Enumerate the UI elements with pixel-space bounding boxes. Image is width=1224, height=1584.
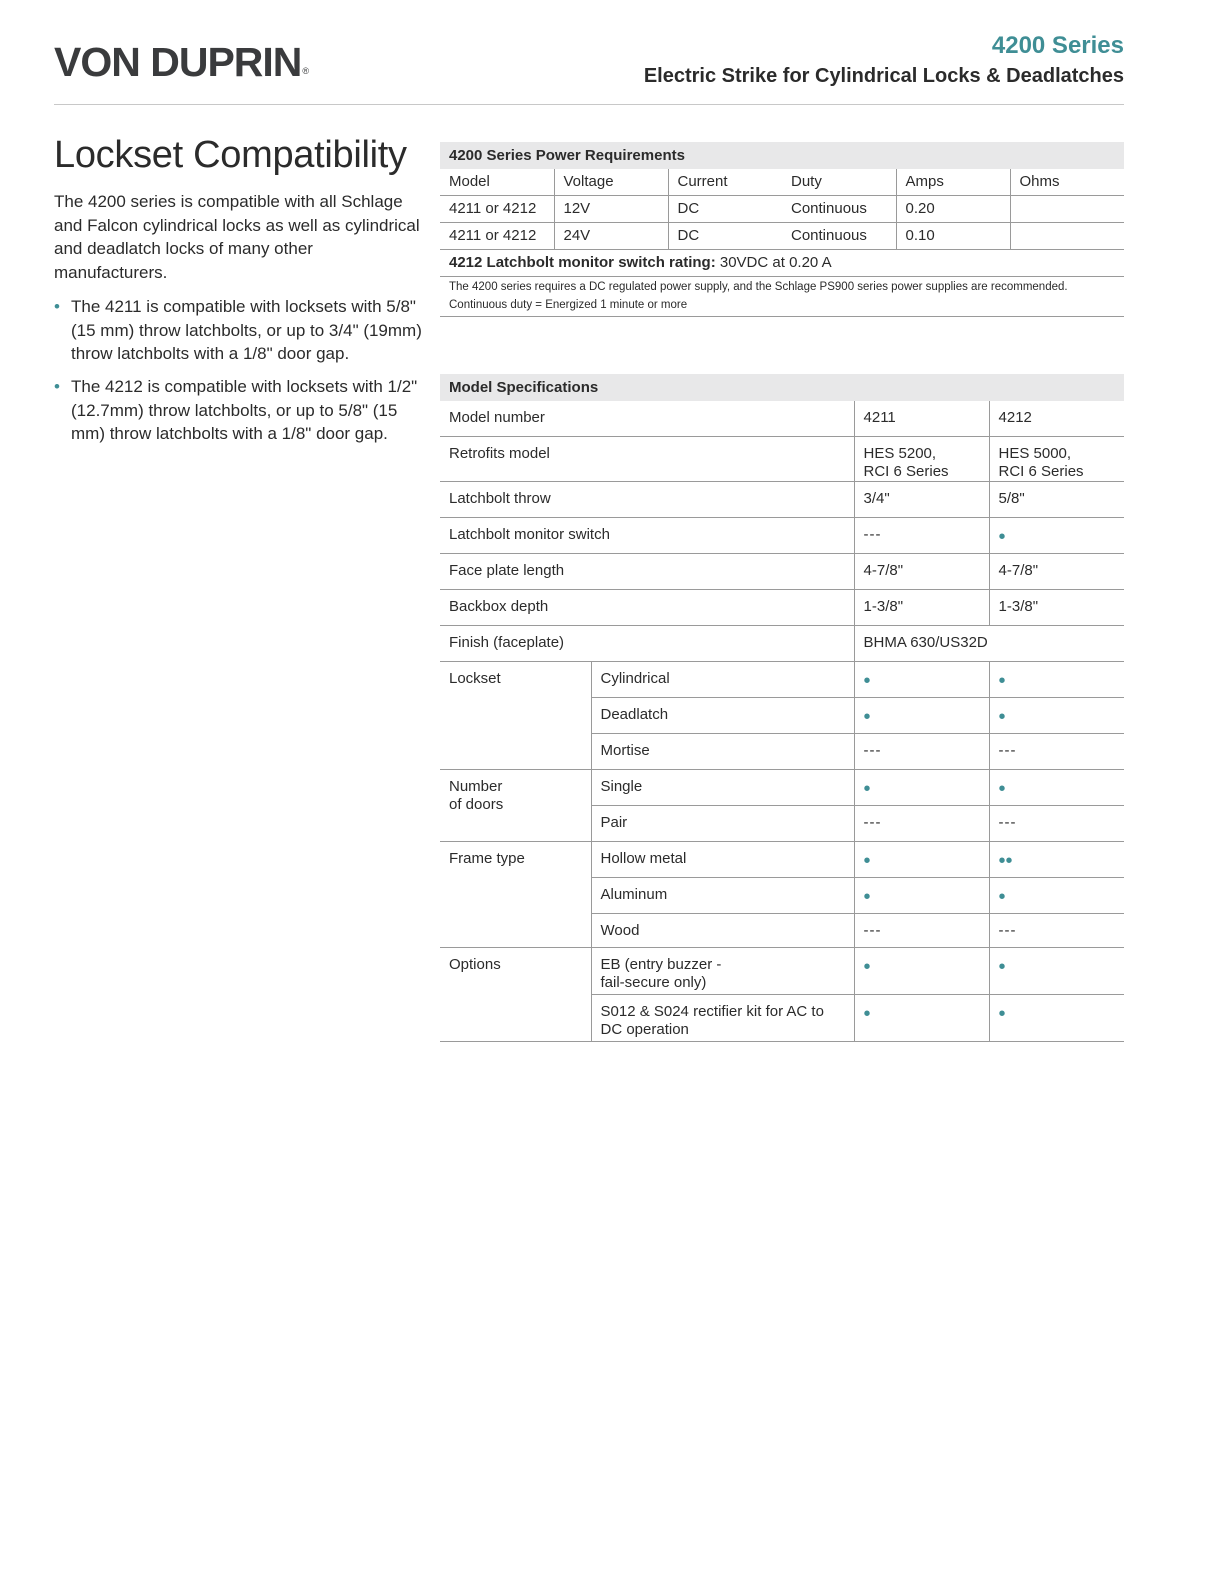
table-row (440, 482, 1124, 518)
table-header-row (440, 169, 1124, 196)
spec-label: Backbox depth (440, 590, 854, 626)
included-dot-icon: • (998, 1003, 1006, 1025)
model-4212-cell (989, 842, 1124, 878)
model-4211-cell (854, 995, 989, 1042)
table-cell: 4211 or 4212 (440, 196, 554, 223)
model-4211-cell (854, 878, 989, 914)
model-4212-cell (989, 401, 1124, 437)
cell-value: 4212 (998, 409, 1032, 426)
model-4212-cell (989, 698, 1124, 734)
included-dot-icon: • (998, 706, 1006, 728)
table-row (440, 401, 1124, 437)
product-subtitle: Electric Strike for Cylindrical Locks & Deadlatches (643, 65, 1124, 87)
series-title: 4200 Series (991, 32, 1124, 59)
table-title: 4200 Series Power Requirements (440, 142, 1124, 169)
included-dot-icon: • (863, 956, 871, 978)
spec-label: Finish (faceplate) (440, 626, 854, 662)
cell-value: 5/8" (998, 490, 1025, 507)
cell-value: 4-7/8" (998, 562, 1039, 579)
bullet-icon: • (54, 296, 60, 316)
model-4211-cell (854, 518, 989, 554)
table-cell: Continuous (782, 223, 896, 250)
model-4211-cell (854, 662, 989, 698)
included-dot-icon: • (863, 778, 871, 800)
included-dot-icon: • (998, 670, 1006, 692)
included-dot-icon: • (863, 706, 871, 728)
table-row (440, 948, 1124, 995)
spec-label: Model number (440, 401, 854, 437)
power-notes (440, 277, 1124, 317)
logo-text: VON DUPRIN (54, 39, 302, 85)
model-4212-cell (989, 914, 1124, 948)
spec-label: Retrofits model (440, 437, 854, 482)
column-header: Current (668, 169, 782, 196)
list-item-text: The 4212 is compatible with locksets with 1/2" (12.7mm) throw latchbolts, or up to 5/8" (15 mm) throw latchbolts with a 1/8" door gap. (71, 376, 418, 444)
model-4211-cell (854, 482, 989, 518)
specs-table (440, 401, 1124, 1042)
model-4212-cell (989, 482, 1124, 518)
not-available-dash: --- (863, 742, 882, 759)
rating-value: 30VDC at 0.20 A (715, 254, 832, 271)
spec-group-label: Options (440, 948, 591, 1042)
included-dot-icon: •• (998, 850, 1013, 872)
model-4212-cell (989, 662, 1124, 698)
model-4211-cell (854, 401, 989, 437)
table-cell: DC (668, 196, 782, 223)
model-4211-cell (854, 698, 989, 734)
model-4212-cell (989, 554, 1124, 590)
spec-sub-label: Hollow metal (591, 842, 854, 878)
cell-value: HES 5000, RCI 6 Series (998, 445, 1084, 480)
included-dot-icon: • (998, 526, 1006, 548)
model-specifications-table (440, 374, 1124, 1042)
spec-label: Latchbolt monitor switch (440, 518, 854, 554)
table-cell: 12V (554, 196, 668, 223)
model-4212-cell (989, 518, 1124, 554)
model-4211-cell (854, 914, 989, 948)
finish-value: BHMA 630/US32D (854, 626, 1124, 662)
model-4212-cell (989, 878, 1124, 914)
table-cell (1010, 223, 1124, 250)
not-available-dash: --- (863, 814, 882, 831)
list-item-text: The 4211 is compatible with locksets with 5/8" (15 mm) throw latchbolts, or up to 3/4" (19mm) throw latchbolts with a 1/8" door gap. (71, 296, 422, 364)
list-item (54, 375, 424, 446)
table-cell: 4211 or 4212 (440, 223, 554, 250)
table-row (440, 590, 1124, 626)
compatibility-section (54, 130, 424, 455)
page-header (54, 30, 1124, 105)
table-row (440, 662, 1124, 698)
bullet-icon: • (54, 376, 60, 396)
table-row (440, 518, 1124, 554)
included-dot-icon: • (863, 1003, 871, 1025)
column-header: Duty (782, 169, 896, 196)
not-available-dash: --- (998, 742, 1017, 759)
table-title: Model Specifications (440, 374, 1124, 401)
cell-value: HES 5200, RCI 6 Series (863, 445, 949, 480)
table-cell: Continuous (782, 196, 896, 223)
spec-label: Latchbolt throw (440, 482, 854, 518)
model-4212-cell (989, 995, 1124, 1042)
cell-value: 1-3/8" (863, 598, 904, 615)
spec-sub-label: S012 & S024 rectifier kit for AC to DC operation (591, 995, 854, 1042)
spec-group-label: Lockset (440, 662, 591, 770)
list-item (54, 295, 424, 366)
model-4212-cell (989, 806, 1124, 842)
model-4211-cell (854, 437, 989, 482)
spec-group-label: Number of doors (440, 770, 591, 842)
table-cell: DC (668, 223, 782, 250)
included-dot-icon: • (863, 850, 871, 872)
note-power-supply: The 4200 series requires a DC regulated power supply, and the Schlage PS900 series power supplies are recommended. (449, 281, 1068, 293)
table-row (440, 223, 1124, 250)
spec-sub-label: Pair (591, 806, 854, 842)
model-4212-cell (989, 770, 1124, 806)
model-4211-cell (854, 806, 989, 842)
model-4211-cell (854, 842, 989, 878)
spec-group-label: Frame type (440, 842, 591, 948)
model-4212-cell (989, 437, 1124, 482)
column-header: Model (440, 169, 554, 196)
model-4212-cell (989, 734, 1124, 770)
spec-sub-label: Deadlatch (591, 698, 854, 734)
power-table (440, 169, 1124, 250)
spec-label: Face plate length (440, 554, 854, 590)
model-4211-cell (854, 554, 989, 590)
spec-sub-label: Aluminum (591, 878, 854, 914)
model-4211-cell (854, 770, 989, 806)
section-title: Lockset Compatibility (54, 134, 407, 176)
note-duty: Continuous duty = Energized 1 minute or more (449, 299, 688, 311)
spec-sub-label: EB (entry buzzer - fail-secure only) (591, 948, 854, 995)
rating-label: 4212 Latchbolt monitor switch rating: (449, 254, 716, 271)
included-dot-icon: • (863, 670, 871, 692)
cell-value: 1-3/8" (998, 598, 1039, 615)
table-row (440, 196, 1124, 223)
table-row (440, 554, 1124, 590)
spec-sub-label: Wood (591, 914, 854, 948)
model-4211-cell (854, 948, 989, 995)
table-cell: 0.10 (896, 223, 1010, 250)
column-header: Ohms (1010, 169, 1124, 196)
table-row (440, 626, 1124, 662)
cell-value: 4-7/8" (863, 562, 904, 579)
table-cell: 0.20 (896, 196, 1010, 223)
spec-sub-label: Single (591, 770, 854, 806)
registered-mark: ® (302, 66, 310, 76)
included-dot-icon: • (998, 778, 1006, 800)
not-available-dash: --- (863, 922, 882, 939)
column-header: Voltage (554, 169, 668, 196)
spec-sub-label: Cylindrical (591, 662, 854, 698)
table-row (440, 770, 1124, 806)
included-dot-icon: • (998, 956, 1006, 978)
table-cell (1010, 196, 1124, 223)
power-requirements-table (440, 142, 1124, 317)
cell-value: 3/4" (863, 490, 890, 507)
table-row (440, 437, 1124, 482)
compatibility-list (54, 295, 424, 446)
cell-value: 4211 (863, 409, 896, 426)
table-cell: 24V (554, 223, 668, 250)
included-dot-icon: • (863, 886, 871, 908)
included-dot-icon: • (998, 886, 1006, 908)
model-4212-cell (989, 590, 1124, 626)
table-row (440, 842, 1124, 878)
not-available-dash: --- (863, 526, 882, 543)
not-available-dash: --- (998, 922, 1017, 939)
model-4211-cell (854, 590, 989, 626)
switch-rating (440, 250, 1124, 277)
column-header: Amps (896, 169, 1010, 196)
model-4211-cell (854, 734, 989, 770)
intro-paragraph: The 4200 series is compatible with all Schlage and Falcon cylindrical locks as well as cylindrical and deadlatch locks of many other manufacturers. (54, 192, 420, 283)
brand-logo (54, 40, 309, 93)
spec-sub-label: Mortise (591, 734, 854, 770)
model-4212-cell (989, 948, 1124, 995)
not-available-dash: --- (998, 814, 1017, 831)
